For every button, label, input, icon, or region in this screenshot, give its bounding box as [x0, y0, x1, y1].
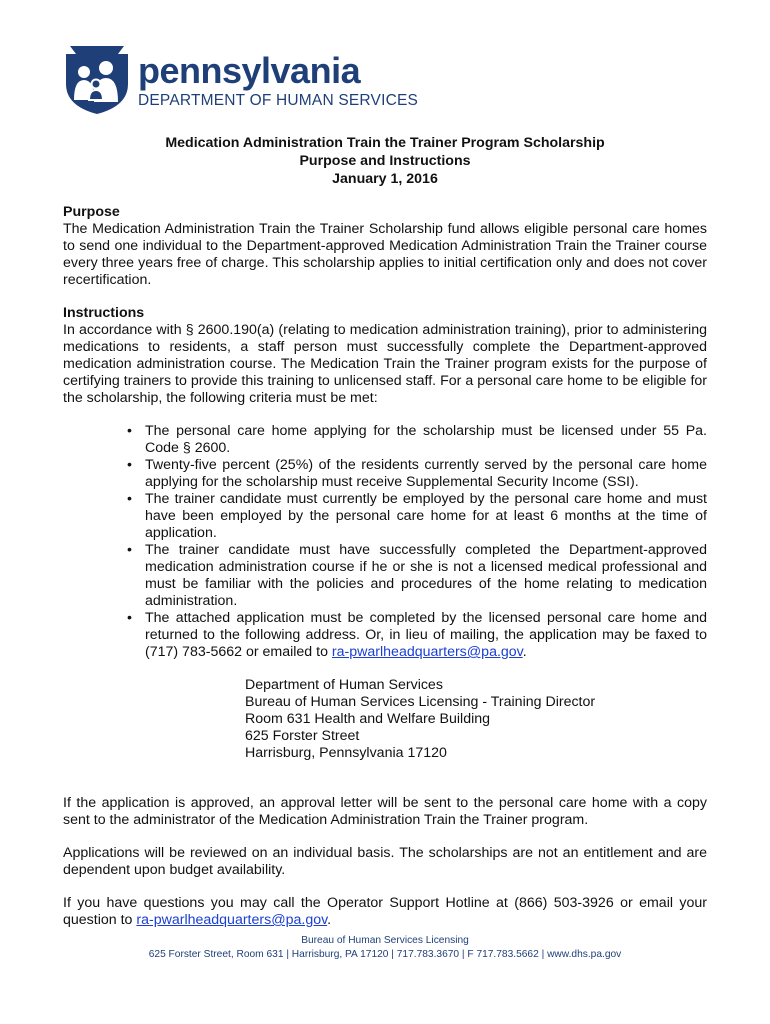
mailing-address	[245, 677, 707, 762]
bullet-icon: •	[127, 610, 132, 626]
address-line: 625 Forster Street	[245, 728, 360, 744]
criteria-item: • The personal care home applying for the scholarship must be licensed under 55 Pa. Code § 2600.	[127, 423, 707, 456]
criteria-item: • The attached application must be completed by the licensed personal care home and returned to the following address. Or, in lieu of mailing, the application may be faxed to (717) 783-5662 or emailed to ra-pwarlheadquarters@pa.gov.	[127, 610, 707, 660]
title-line-1: Medication Administration Train the Trainer Program Scholarship	[165, 135, 605, 151]
page-footer	[0, 934, 770, 962]
review-paragraph: Applications will be reviewed on an individual basis. The scholarships are not an entitlement and are dependent upon budget availability.	[63, 845, 707, 878]
bullet-icon: •	[127, 457, 132, 473]
criteria-item: • The trainer candidate must have successfully completed the Department-approved medication administration course if he or she is not a licensed medical professional and must be familiar with the policies and procedures of the home relating to medication administration.	[127, 542, 707, 609]
questions-paragraph: If you have questions you may call the Operator Support Hotline at (866) 503-3926 or email your question to ra-pwarlheadquarters@pa.gov.	[63, 895, 707, 928]
footer-contact: 625 Forster Street, Room 631 | Harrisburg, PA 17120 | 717.783.3670 | F 717.783.5662 | www.dhs.pa.gov	[148, 949, 622, 960]
address-line: Room 631 Health and Welfare Building	[245, 711, 491, 727]
pa-dhs-logo	[62, 44, 419, 116]
bullet-icon: •	[127, 491, 132, 507]
title-line-2: Purpose and Instructions	[299, 153, 471, 169]
email-link[interactable]: ra-pwarlheadquarters@pa.gov	[136, 912, 328, 928]
instructions-heading: Instructions	[63, 305, 145, 321]
logo-department: DEPARTMENT OF HUMAN SERVICES	[138, 92, 419, 109]
document-body	[63, 204, 707, 929]
bullet-icon: •	[127, 423, 132, 439]
title-date: January 1, 2016	[332, 171, 438, 187]
approval-paragraph: If the application is approved, an approval letter will be sent to the personal care home with a copy sent to the administrator of the Medication Administration Train the Trainer program.	[63, 795, 707, 828]
criteria-item: • The trainer candidate must currently be employed by the personal care home and must have been employed by the personal care home for at least 6 months at the time of application.	[127, 491, 707, 541]
keystone-family-icon	[62, 44, 132, 116]
logo-wordmark: pennsylvania	[138, 50, 361, 91]
purpose-text: The Medication Administration Train the Trainer Scholarship fund allows eligible personal care homes to send one individual to the Department-approved Medication Administration Train the Trainer course every three years free of charge. This scholarship applies to initial certification only and does not cover recertification.	[63, 221, 707, 288]
footer-bureau: Bureau of Human Services Licensing	[301, 935, 469, 946]
document-title	[0, 134, 770, 188]
email-link[interactable]: ra-pwarlheadquarters@pa.gov	[331, 644, 523, 660]
address-line: Harrisburg, Pennsylvania 17120	[245, 745, 447, 761]
instructions-text: In accordance with § 2600.190(a) (relating to medication administration training), prior to administering medications to residents, a staff person must successfully complete the Department-approved medication administration course. The Medication Train the Trainer program exists for the purpose of certifying trainers to provide this training to unlicensed staff. For a personal care home to be eligible for the scholarship, the following criteria must be met:	[63, 322, 707, 406]
criteria-list	[63, 423, 707, 661]
address-line: Department of Human Services	[245, 677, 443, 693]
criteria-item: • Twenty-five percent (25%) of the residents currently served by the personal care home applying for the scholarship must receive Supplemental Security Income (SSI).	[127, 457, 707, 490]
bullet-icon: •	[127, 542, 132, 558]
purpose-heading: Purpose	[63, 204, 120, 220]
address-line: Bureau of Human Services Licensing - Training Director	[245, 694, 596, 710]
